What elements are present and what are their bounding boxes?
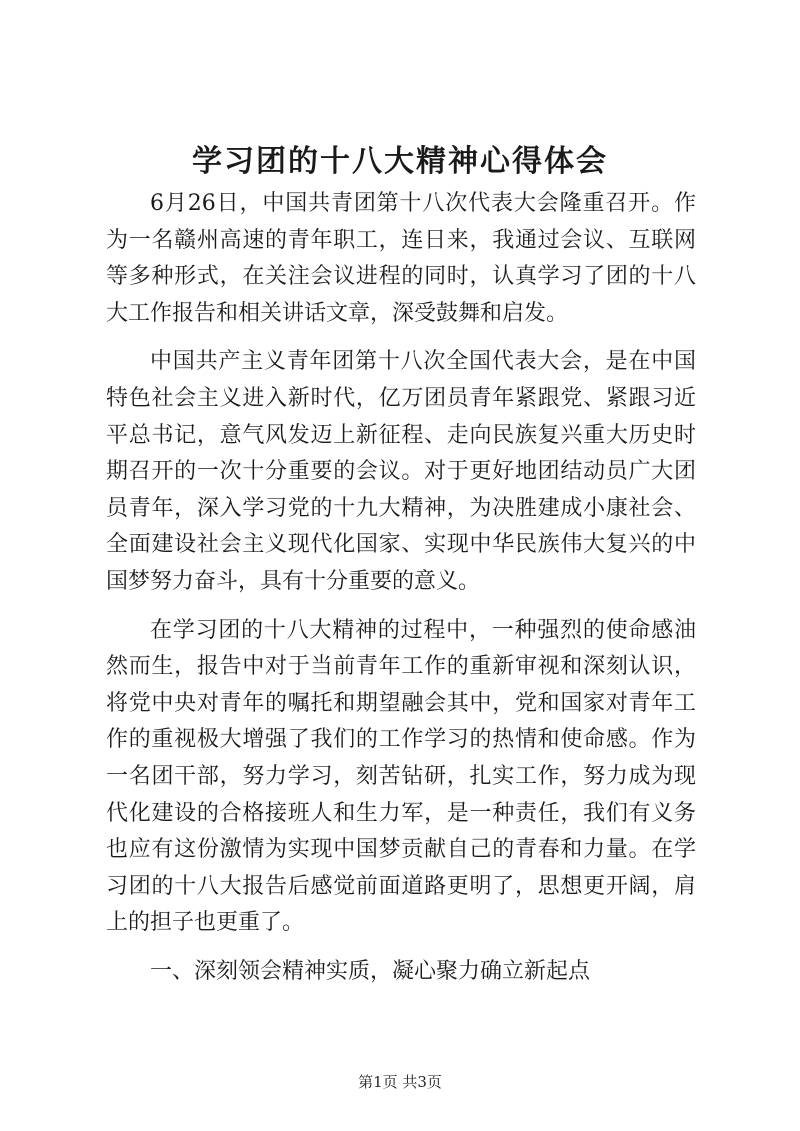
document-body (106, 186, 696, 1002)
paragraph-3: 在学习团的十八大精神的过程中，一种强烈的使命感油然而生，报告中对于当前青年工作的重新审视和深刻认识，将党中央对青年的嘱托和期望融会其中，党和国家对青年工作的重视极大增强了我们的工作学习的热情和使命感。作为一名团干部，努力学习，刻苦钻研，扎实工作，努力成为现代化建设的合格接班人和生力军，是一种责任，我们有义务也应有这份激情为实现中国梦贡献自己的青春和力量。在学习团的十八大报告后感觉前面道路更明了，思想更开阔，肩上的担子也更重了。 (106, 617, 696, 936)
page-footer: 第1页 共3页 (358, 1073, 442, 1091)
section-heading-1: 一、深刻领会精神实质，凝心聚力确立新起点 (150, 958, 591, 984)
paragraph-1: 6月26日，中国共青团第十八次代表大会隆重召开。作为一名赣州高速的青年职工，连日来，我通过会议、互联网等多种形式，在关注会议进程的同时，认真学习了团的十八大工作报告和相关讲话文章，深受鼓舞和启发。 (106, 191, 696, 326)
document-title: 学习团的十八大精神心得体会 (192, 144, 608, 179)
paragraph-2: 中国共产主义青年团第十八次全国代表大会，是在中国特色社会主义进入新时代，亿万团员青年紧跟党、紧跟习近平总书记，意气风发迈上新征程、走向民族复兴重大历史时期召开的一次十分重要的会议。对于更好地团结动员广大团员青年，深入学习党的十九大精神，为决胜建成小康社会、全面建设社会主义现代化国家、实现中华民族伟大复兴的中国梦努力奋斗，具有十分重要的意义。 (106, 349, 696, 594)
